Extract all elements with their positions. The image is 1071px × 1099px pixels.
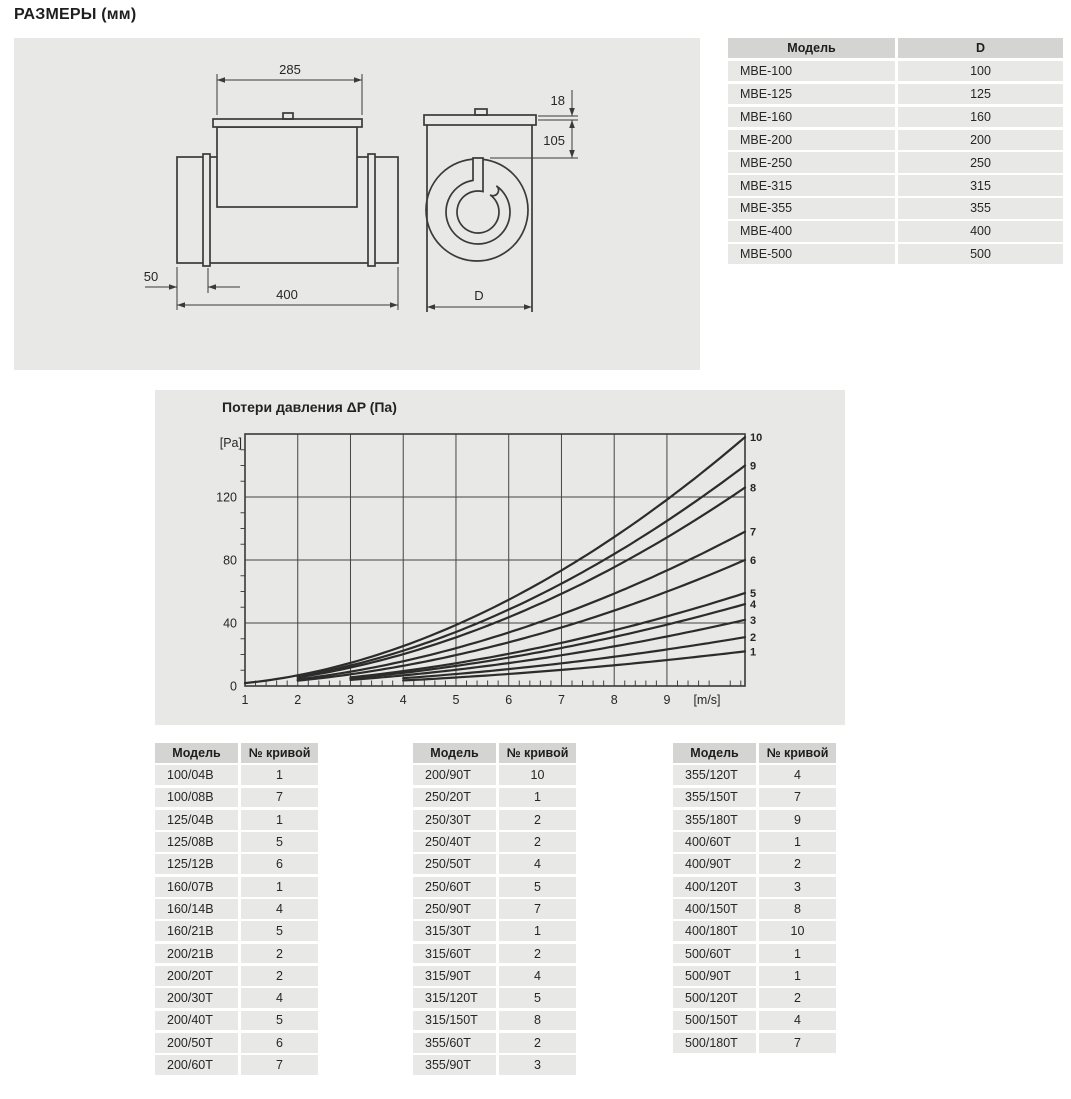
value-cell: 5 [499,877,576,897]
flange-left [203,154,210,266]
curve-table-1 [155,743,318,1075]
value-cell: 500 [898,244,1063,264]
curve-label-9: 9 [750,460,757,473]
value-cell: 2 [499,1033,576,1053]
model-cell: 100/04B [155,765,238,785]
curve-7 [298,532,745,680]
model-cell: 200/90T [413,765,496,785]
column-header: Модель [155,743,238,763]
value-cell: 5 [241,1011,318,1031]
value-cell: 10 [499,765,576,785]
model-cell: 400/180T [673,921,756,941]
value-cell: 200 [898,130,1063,150]
model-cell: 160/07B [155,877,238,897]
model-cell: МВЕ-200 [728,130,895,150]
model-cell: 500/180T [673,1033,756,1053]
value-cell: 7 [759,788,836,808]
pressure-loss-chart [155,390,845,725]
x-tick-label: 3 [347,693,354,707]
value-cell: 250 [898,152,1063,172]
y-tick-label: 0 [230,679,237,694]
curve-label-8: 8 [750,482,757,495]
column-header: Модель [673,743,756,763]
value-cell: 1 [759,832,836,852]
model-cell: МВЕ-250 [728,152,895,172]
value-cell: 1 [759,944,836,964]
column-header: № кривой [759,743,836,763]
value-cell: 315 [898,175,1063,195]
box-lid-front [424,115,536,125]
value-cell: 1 [499,788,576,808]
column-header: Модель [413,743,496,763]
model-cell: 160/21B [155,921,238,941]
curve-label-2: 2 [750,632,757,645]
x-tick-label: 7 [557,693,565,707]
box-lid-side [213,119,362,127]
value-cell: 4 [759,765,836,785]
model-cell: 500/120T [673,988,756,1008]
model-cell: МВЕ-355 [728,198,895,218]
model-cell: 355/180T [673,810,756,830]
model-cell: 400/90T [673,854,756,874]
model-cell: 200/21B [155,944,238,964]
value-cell: 7 [241,788,318,808]
value-cell: 100 [898,61,1063,81]
model-cell: 500/60T [673,944,756,964]
curve-table-2 [413,743,576,1075]
lid-knob-side [283,113,293,119]
value-cell: 6 [241,854,318,874]
value-cell: 1 [241,877,318,897]
model-cell: 315/150T [413,1011,496,1031]
model-cell: 355/90T [413,1055,496,1075]
model-cell: МВЕ-100 [728,61,895,81]
value-cell: 8 [499,1011,576,1031]
model-cell: 250/50T [413,854,496,874]
value-cell: 10 [759,921,836,941]
model-cell: МВЕ-125 [728,84,895,104]
y-tick-label: 40 [223,616,237,631]
dim-diameter: D [474,288,484,303]
value-cell: 2 [241,966,318,986]
value-cell: 2 [241,944,318,964]
value-cell: 4 [759,1011,836,1031]
value-cell: 3 [499,1055,576,1075]
model-cell: 125/04B [155,810,238,830]
curve-8 [298,488,745,678]
y-axis-unit: [Pa] [219,436,242,450]
value-cell: 1 [499,921,576,941]
model-diameter-table [728,38,1063,264]
pressure-loss-chart-panel [155,390,845,725]
value-cell: 355 [898,198,1063,218]
column-header: Модель [728,38,895,58]
dim-flange-offset: 50 [143,269,159,284]
model-cell: 125/08B [155,832,238,852]
model-cell: 250/20T [413,788,496,808]
model-cell: 250/30T [413,810,496,830]
value-cell: 4 [241,988,318,1008]
model-cell: 500/90T [673,966,756,986]
value-cell: 5 [241,832,318,852]
model-cell: 125/12B [155,854,238,874]
column-header: № кривой [241,743,318,763]
model-cell: 315/120T [413,988,496,1008]
lid-knob-front [475,109,487,115]
model-cell: 250/90T [413,899,496,919]
x-tick-label: 8 [610,693,618,707]
value-cell: 3 [759,877,836,897]
x-tick-label: 9 [663,693,671,707]
model-cell: 400/120T [673,877,756,897]
model-cell: 315/30T [413,921,496,941]
model-cell: МВЕ-160 [728,107,895,127]
model-cell: 200/50T [155,1033,238,1053]
dim-box-width: 285 [279,62,301,77]
model-cell: 400/60T [673,832,756,852]
value-cell: 5 [241,921,318,941]
curve-4 [351,604,746,678]
value-cell: 1 [759,966,836,986]
model-cell: 355/120T [673,765,756,785]
heating-element-icon [446,158,510,244]
dim-lid-height: 18 [550,93,565,108]
value-cell: 400 [898,221,1063,241]
x-tick-label: 4 [399,693,407,707]
x-axis-unit: [m/s] [693,693,721,707]
flange-right [368,154,375,266]
x-tick-label: 6 [505,693,513,707]
x-tick-label: 5 [452,693,460,707]
value-cell: 2 [499,832,576,852]
dim-box-height: 105 [543,133,565,148]
model-cell: 250/40T [413,832,496,852]
model-cell: 160/14B [155,899,238,919]
value-cell: 7 [759,1033,836,1053]
value-cell: 9 [759,810,836,830]
y-tick-label: 80 [223,553,237,568]
column-header: № кривой [499,743,576,763]
value-cell: 1 [241,810,318,830]
value-cell: 160 [898,107,1063,127]
value-cell: 5 [499,988,576,1008]
model-cell: МВЕ-315 [728,175,895,195]
terminal-box-side [217,127,357,207]
column-header: D [898,38,1063,58]
value-cell: 7 [241,1055,318,1075]
x-tick-label: 1 [241,693,249,707]
value-cell: 4 [241,899,318,919]
duct-heater-drawing [14,38,700,370]
y-tick-label: 120 [216,490,237,505]
value-cell: 2 [759,854,836,874]
curve-label-1: 1 [750,646,757,659]
value-cell: 8 [759,899,836,919]
value-cell: 4 [499,854,576,874]
curve-table-3 [673,743,836,1053]
dim-total-length: 400 [276,287,298,302]
model-cell: 500/150T [673,1011,756,1031]
x-tick-label: 2 [294,693,302,707]
value-cell: 6 [241,1033,318,1053]
value-cell: 125 [898,84,1063,104]
model-cell: 400/150T [673,899,756,919]
curve-label-7: 7 [750,526,757,539]
model-cell: 200/40T [155,1011,238,1031]
page-title: РАЗМЕРЫ (мм) [14,6,137,23]
value-cell: 2 [499,810,576,830]
model-cell: 100/08B [155,788,238,808]
curve-label-10: 10 [750,432,763,445]
curve-label-3: 3 [750,614,757,627]
model-cell: 315/60T [413,944,496,964]
model-cell: 355/150T [673,788,756,808]
curve-label-4: 4 [750,599,757,612]
model-cell: МВЕ-400 [728,221,895,241]
model-cell: 200/20T [155,966,238,986]
curve-label-6: 6 [750,555,757,567]
model-cell: 250/60T [413,877,496,897]
value-cell: 2 [759,988,836,1008]
value-cell: 2 [499,944,576,964]
chart-title: Потери давления ΔP (Па) [222,399,397,415]
curve-label-5: 5 [750,588,757,601]
value-cell: 1 [241,765,318,785]
model-cell: МВЕ-500 [728,244,895,264]
model-cell: 200/60T [155,1055,238,1075]
model-cell: 200/30T [155,988,238,1008]
model-cell: 315/90T [413,966,496,986]
value-cell: 4 [499,966,576,986]
model-cell: 355/60T [413,1033,496,1053]
dimension-drawing-panel [14,38,700,370]
value-cell: 7 [499,899,576,919]
